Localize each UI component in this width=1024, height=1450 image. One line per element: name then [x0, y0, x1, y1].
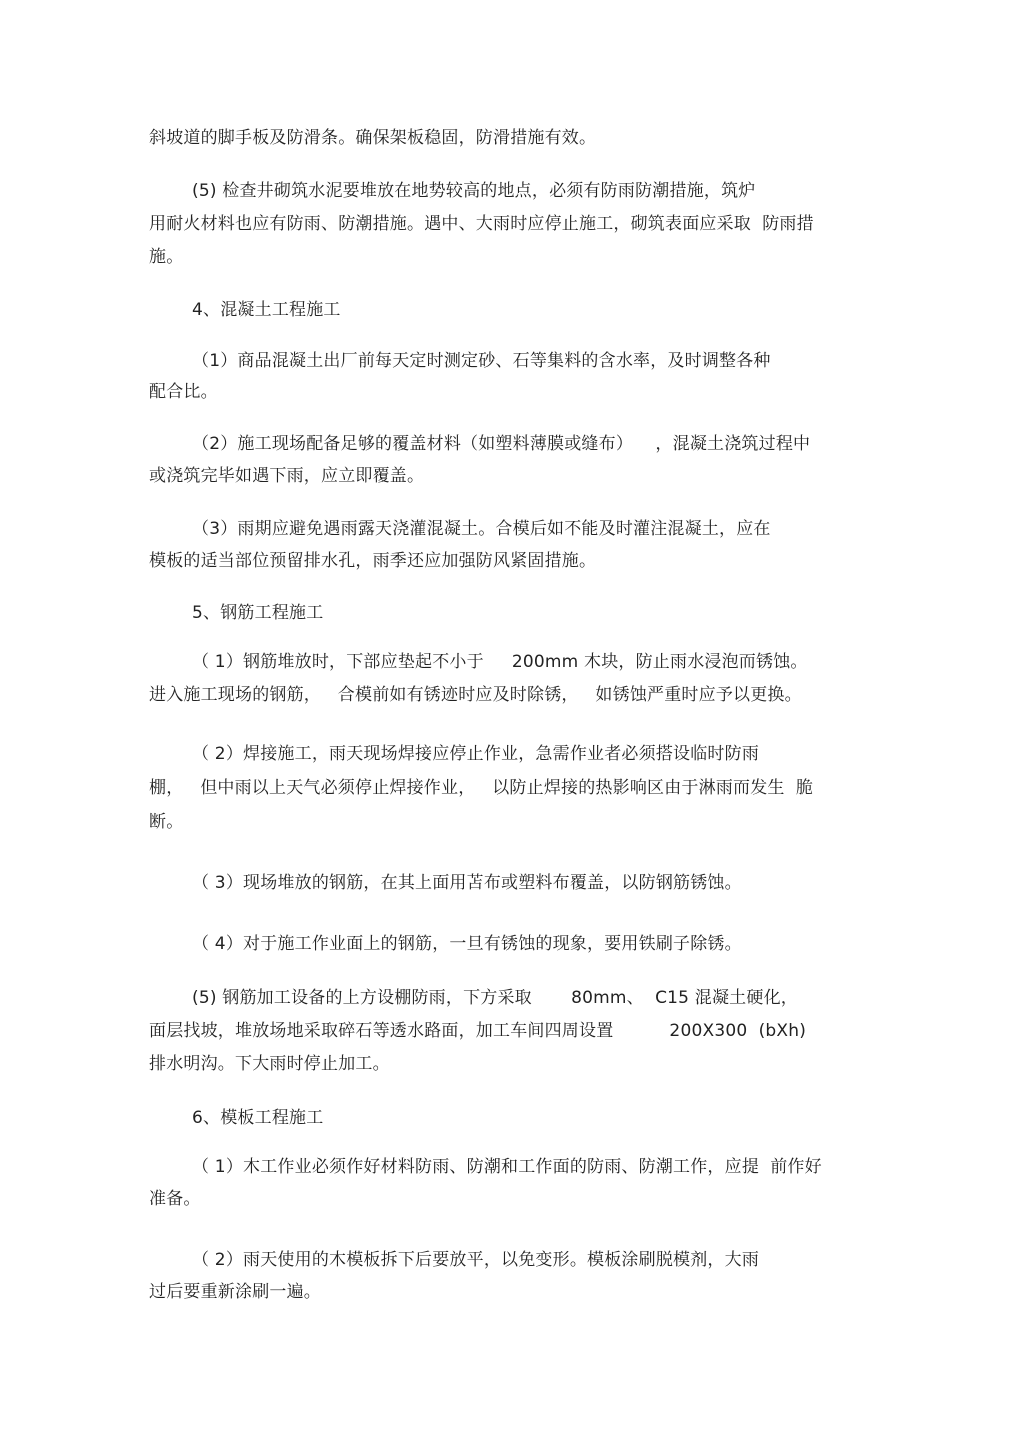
- text-line: （3）雨期应避免遇雨露天浇灌混凝土。合模后如不能及时灌注混凝土，应在: [192, 519, 771, 539]
- text-line: 进入施工现场的钢筋， 合模前如有锈迹时应及时除锈， 如锈蚀严重时应予以更换。: [149, 685, 802, 705]
- text-line: 棚， 但中雨以上天气必须停止焊接作业， 以防止焊接的热影响区由于淋雨而发生 脆: [149, 778, 814, 798]
- text-line: 斜坡道的脚手板及防滑条。确保架板稳固，防滑措施有效。: [149, 128, 597, 148]
- text-line: （ 1）木工作业必须作好材料防雨、防潮和工作面的防雨、防潮工作，应提 前作好: [192, 1157, 822, 1177]
- section-heading: 6、模板工程施工: [192, 1108, 324, 1128]
- text-line: （1）商品混凝土出厂前每天定时测定砂、石等集料的含水率，及时调整各种: [192, 351, 771, 371]
- text-line: (5) 检查井砌筑水泥要堆放在地势较高的地点，必须有防雨防潮措施，筑炉: [192, 181, 756, 201]
- text-line: （ 2）雨天使用的木模板拆下后要放平，以免变形。模板涂刷脱模剂，大雨: [192, 1250, 760, 1270]
- text-line: （ 2）焊接施工，雨天现场焊接应停止作业，急需作业者必须搭设临时防雨: [192, 744, 760, 764]
- text-line: 过后要重新涂刷一遍。: [149, 1282, 321, 1302]
- text-line: （ 4）对于施工作业面上的钢筋，一旦有锈蚀的现象，要用铁刷子除锈。: [192, 934, 742, 954]
- text-line: 断。: [149, 812, 184, 832]
- text-line: 排水明沟。下大雨时停止加工。: [149, 1054, 390, 1074]
- text-line: 施。: [149, 247, 184, 267]
- text-line: 或浇筑完毕如遇下雨，应立即覆盖。: [149, 466, 425, 486]
- text-line: 配合比。: [149, 382, 218, 402]
- text-line: 准备。: [149, 1189, 201, 1209]
- text-line: （ 1）钢筋堆放时，下部应垫起不小于 200mm 木块，防止雨水浸泡而锈蚀。: [192, 652, 808, 672]
- text-line: 面层找坡，堆放场地采取碎石等透水路面，加工车间四周设置 200X300 (bXh): [149, 1021, 807, 1041]
- text-line: （ 3）现场堆放的钢筋，在其上面用苫布或塑料布覆盖，以防钢筋锈蚀。: [192, 873, 742, 893]
- text-line: 模板的适当部位预留排水孔，雨季还应加强防风紧固措施。: [149, 551, 597, 571]
- text-line: （2）施工现场配备足够的覆盖材料（如塑料薄膜或缝布） ，混凝土浇筑过程中: [192, 434, 811, 454]
- section-heading: 5、钢筋工程施工: [192, 603, 324, 623]
- section-heading: 4、混凝土工程施工: [192, 300, 341, 320]
- text-line: (5) 钢筋加工设备的上方设棚防雨，下方采取 80mm、 C15 混凝土硬化，: [192, 988, 798, 1008]
- text-line: 用耐火材料也应有防雨、防潮措施。遇中、大雨时应停止施工，砌筑表面应采取 防雨措: [149, 214, 814, 234]
